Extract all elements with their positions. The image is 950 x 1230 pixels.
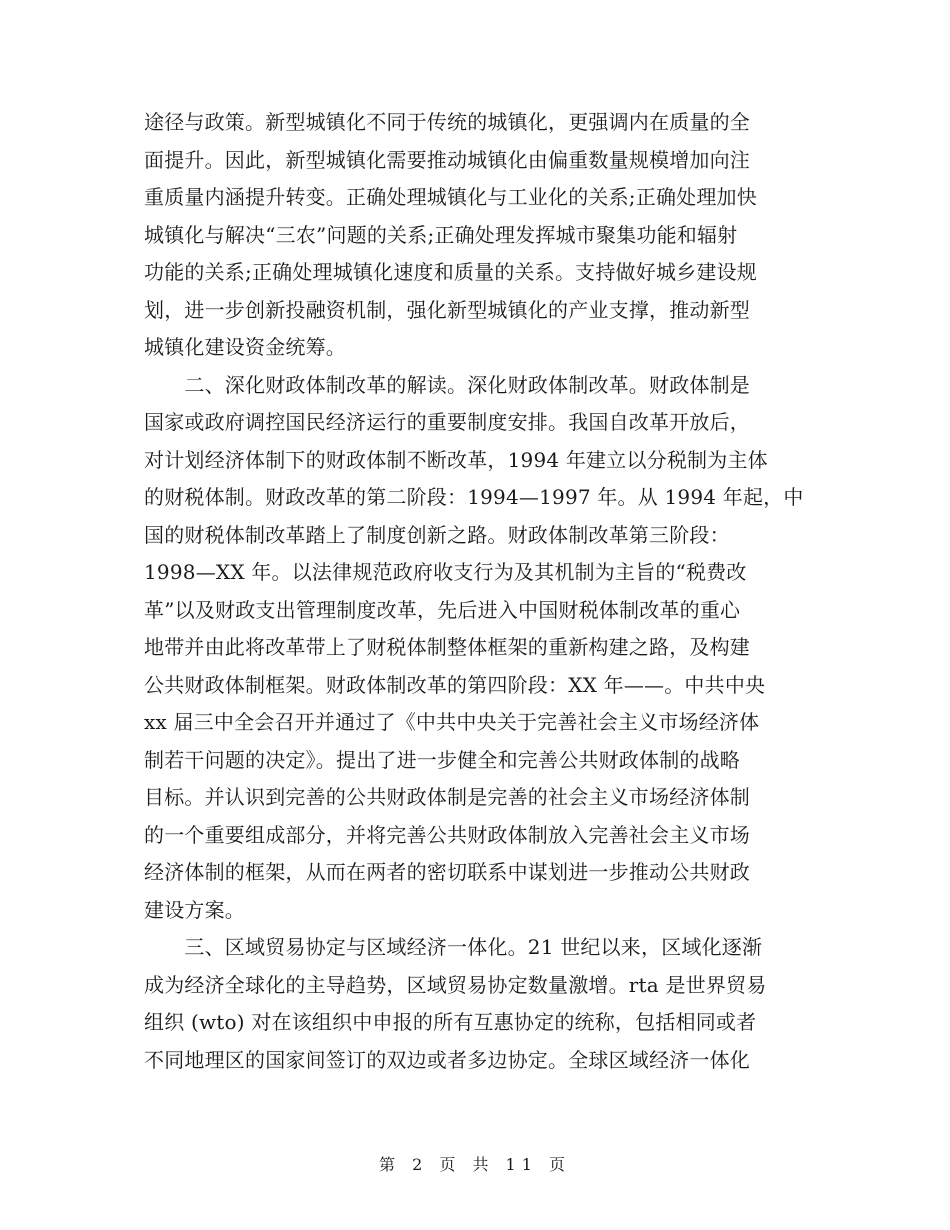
text-line: 目标。并认识到完善的公共财政体制是完善的社会主义市场经济体制	[144, 785, 750, 809]
text-line: 制若干问题的决定》。提出了进一步健全和完善公共财政体制的战略	[144, 747, 740, 772]
text-line: 地带并由此将改革带上了财税体制整体框架的重新构建之路，及构建	[144, 635, 750, 659]
text-line: 划，进一步创新投融资机制，强化新型城镇化的产业支撑，推动新型	[144, 297, 750, 322]
text-line: 国家或政府调控国民经济运行的重要制度安排。我国自改革开放后，	[144, 410, 750, 434]
text-line: 公共财政体制框架。财政体制改革的第四阶段：XX 年——。中共中央	[144, 672, 766, 697]
text-line: 途径与政策。新型城镇化不同于传统的城镇化，更强调内在质量的全	[144, 110, 750, 134]
text-line: 1998—XX 年。以法律规范政府收支行为及其机制为主旨的“税费改	[144, 560, 747, 584]
text-line: 的一个重要组成部分，并将完善公共财政体制放入完善社会主义市场	[144, 822, 750, 847]
text-line: 组织 (wto) 对在该组织中申报的所有互惠协定的统称，包括相同或者	[144, 1010, 757, 1034]
body-text	[144, 104, 806, 1079]
text-line: xx 届三中全会召开并通过了《中共中央关于完善社会主义市场经济体	[144, 710, 760, 734]
text-line: 三、区域贸易协定与区域经济一体化。21 世纪以来，区域化逐渐	[144, 935, 763, 959]
text-line: 建设方案。	[144, 897, 245, 922]
text-line: 国的财税体制改革踏上了制度创新之路。财政体制改革第三阶段：	[144, 522, 730, 547]
text-line: 面提升。因此，新型城镇化需要推动城镇化由偏重数量规模增加向注	[144, 147, 750, 172]
text-line: 对计划经济体制下的财政体制不断改革，1994 年建立以分税制为主体	[144, 447, 768, 472]
text-line: 重质量内涵提升转变。正确处理城镇化与工业化的关系;正确处理加快	[144, 185, 757, 209]
text-line: 革”以及财政支出管理制度改革，先后进入中国财税体制改革的重心	[144, 597, 741, 622]
text-line: 的财税体制。财政改革的第二阶段：1994—1997 年。从 1994 年起，中	[144, 485, 804, 509]
text-line: 经济体制的框架，从而在两者的密切联系中谋划进一步推动公共财政	[144, 860, 750, 884]
text-line: 不同地理区的国家间签订的双边或者多边协定。全球区域经济一体化	[144, 1047, 750, 1072]
text-line: 二、深化财政体制改革的解读。深化财政体制改革。财政体制是	[144, 372, 750, 397]
text-line: 城镇化建设资金统筹。	[144, 335, 346, 359]
page-footer: 第 2 页 共 11 页	[379, 1155, 571, 1174]
text-line: 功能的关系;正确处理城镇化速度和质量的关系。支持做好城乡建设规	[144, 260, 757, 284]
text-line: 成为经济全球化的主导趋势，区域贸易协定数量激增。rta 是世界贸易	[144, 972, 767, 997]
text-line: 城镇化与解决“三农”问题的关系;正确处理发挥城市聚集功能和辐射	[144, 222, 738, 247]
